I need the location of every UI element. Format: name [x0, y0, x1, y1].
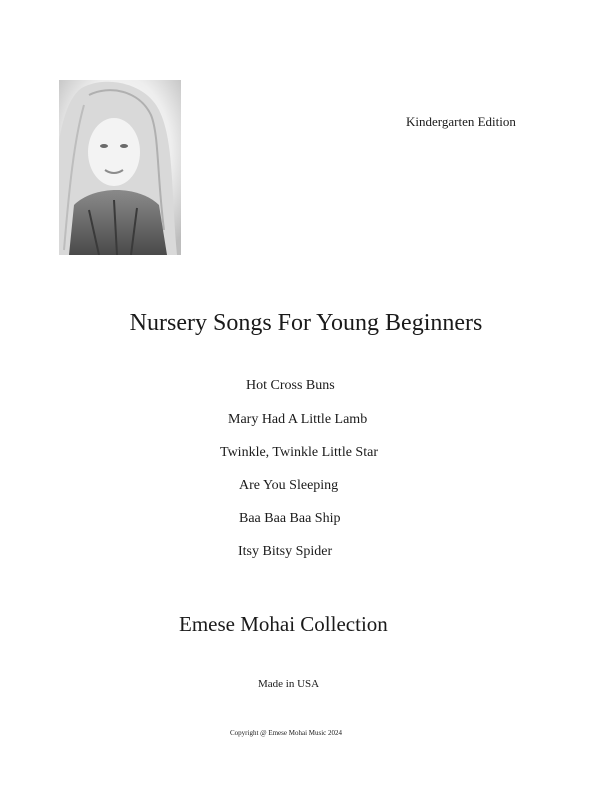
song-item: Itsy Bitsy Spider: [238, 544, 333, 559]
portrait-image: [59, 80, 181, 255]
song-item: Baa Baa Baa Ship: [239, 511, 341, 526]
song-item: Hot Cross Buns: [246, 378, 335, 393]
collection-name: Emese Mohai Collection: [179, 612, 388, 636]
author-portrait-photo: [59, 80, 181, 255]
song-item: Mary Had A Little Lamb: [228, 412, 368, 427]
song-item: Twinkle, Twinkle Little Star: [220, 445, 378, 460]
page-title: Nursery Songs For Young Beginners: [129, 310, 483, 336]
copyright-notice: Copyright @ Emese Mohai Music 2024: [230, 729, 343, 737]
edition-label: Kindergarten Edition: [406, 114, 516, 129]
song-item: Are You Sleeping: [239, 478, 339, 493]
made-in-label: Made in USA: [258, 678, 320, 690]
